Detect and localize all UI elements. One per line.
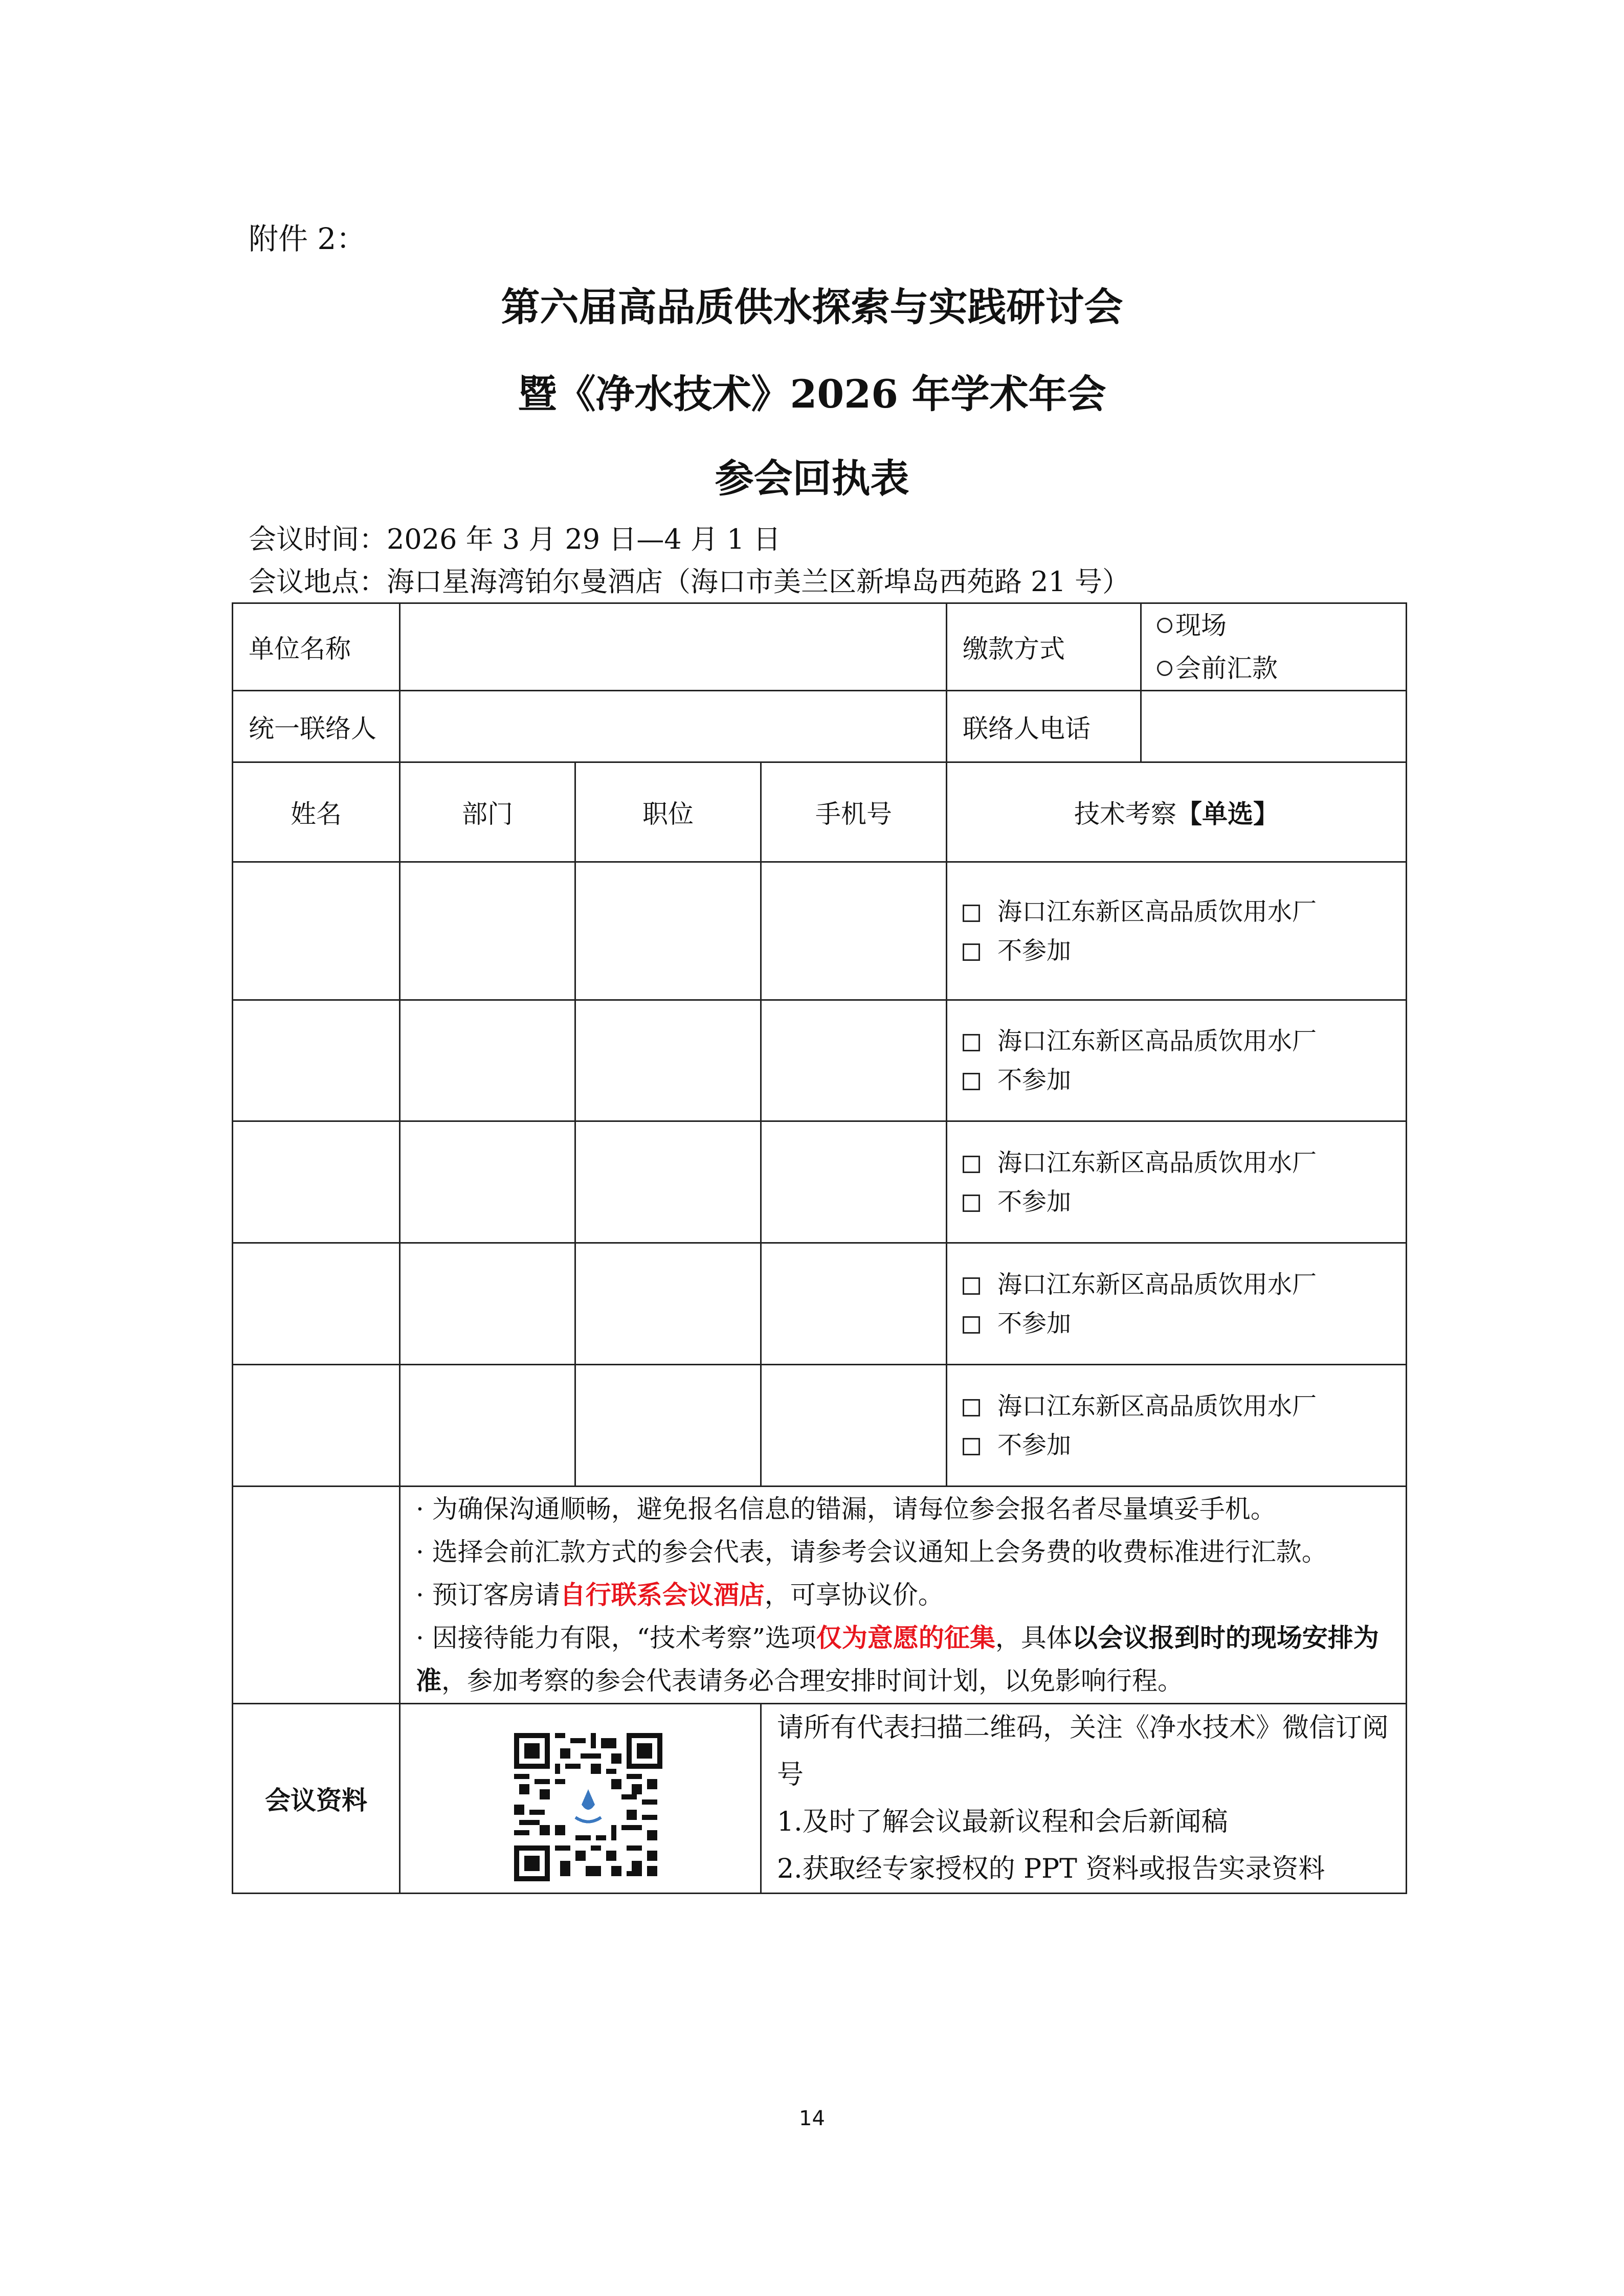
attendee-dept-input[interactable] [400, 1000, 575, 1121]
header-dept: 部门 [400, 762, 575, 862]
contact-row [233, 691, 1407, 762]
note-2: · 选择会前汇款方式的参会代表，请参考会议通知上会务费的收费标准进行汇款。 [416, 1537, 1327, 1567]
org-row [233, 603, 1407, 691]
resources-row [233, 1704, 1407, 1894]
resources-text [761, 1704, 1407, 1894]
payment-option-onsite[interactable]: 现场 [1157, 604, 1390, 647]
checkbox-icon[interactable] [963, 1438, 980, 1455]
attachment-label: 附件 2： [249, 221, 366, 256]
meeting-location: 会议地点：海口星海湾铂尔曼酒店（海口市美兰区新埠岛西苑路 21 号） [249, 566, 1130, 598]
payment-options [1141, 603, 1407, 691]
radio-circle-icon[interactable] [1157, 661, 1172, 676]
table-row [233, 1121, 1407, 1243]
qr-cell [400, 1704, 761, 1894]
tour-choice [947, 862, 1407, 1000]
org-label: 单位名称 [233, 603, 400, 691]
resources-line-2: 1.及时了解会议最新议程和会后新闻稿 [777, 1807, 1228, 1837]
attendee-name-input[interactable] [233, 1000, 400, 1121]
page-number: 14 [799, 2107, 825, 2130]
contact-phone-input[interactable] [1141, 691, 1407, 762]
single-choice-note: 【单选】 [1176, 799, 1279, 829]
table-row [233, 1243, 1407, 1365]
note-4-highlight: 仅为意愿的征集 [816, 1623, 995, 1653]
registration-form [232, 602, 1407, 1894]
payment-label: 缴款方式 [947, 603, 1141, 691]
tour-option-none[interactable]: 不参加 [963, 1061, 1390, 1099]
attendee-mobile-input[interactable] [761, 862, 947, 1000]
notes-row [233, 1487, 1407, 1704]
header-row [233, 762, 1407, 862]
checkbox-icon[interactable] [963, 1034, 980, 1051]
header-name: 姓名 [233, 762, 400, 862]
attendee-dept-input[interactable] [400, 862, 575, 1000]
title-line-1: 第六届高品质供水探索与实践研讨会 [501, 284, 1123, 330]
table-row [233, 1000, 1407, 1121]
attendee-mobile-input[interactable] [761, 1121, 947, 1243]
header-tour: 技术考察【单选】 [947, 762, 1407, 862]
notes-label-cell [233, 1487, 400, 1704]
resources-line-1: 请所有代表扫描二维码，关注《净水技术》微信订阅号 [777, 1713, 1389, 1790]
checkbox-icon[interactable] [963, 905, 980, 922]
checkbox-icon[interactable] [963, 1195, 980, 1212]
checkbox-icon[interactable] [963, 1277, 980, 1295]
tour-option-plant[interactable]: 海口江东新区高品质饮用水厂 [963, 1022, 1390, 1061]
tour-choice [947, 1121, 1407, 1243]
attendee-position-input[interactable] [575, 1243, 761, 1365]
attendee-position-input[interactable] [575, 1365, 761, 1487]
qr-code-icon [514, 1733, 662, 1881]
tour-choice [947, 1000, 1407, 1121]
payment-option-transfer[interactable]: 会前汇款 [1157, 647, 1390, 690]
tour-option-plant[interactable]: 海口江东新区高品质饮用水厂 [963, 1387, 1390, 1426]
contact-input[interactable] [400, 691, 947, 762]
checkbox-icon[interactable] [963, 1073, 980, 1090]
attendee-mobile-input[interactable] [761, 1000, 947, 1121]
attendee-name-input[interactable] [233, 862, 400, 1000]
note-1: · 为确保沟通顺畅，避免报名信息的错漏，请每位参会报名者尽量填妥手机。 [416, 1494, 1276, 1524]
note-3: · 预订客房请自行联系会议酒店，可享协议价。 [416, 1580, 944, 1610]
notes-cell [400, 1487, 1407, 1704]
meeting-time: 会议时间：2026 年 3 月 29 日—4 月 1 日 [249, 523, 781, 555]
tour-option-none[interactable]: 不参加 [963, 1182, 1390, 1221]
attendee-mobile-input[interactable] [761, 1365, 947, 1487]
tour-option-none[interactable]: 不参加 [963, 931, 1390, 970]
attendee-position-input[interactable] [575, 1121, 761, 1243]
tour-choice [947, 1365, 1407, 1487]
note-3-highlight: 自行联系会议酒店 [560, 1580, 765, 1610]
tour-option-plant[interactable]: 海口江东新区高品质饮用水厂 [963, 1143, 1390, 1182]
attendee-dept-input[interactable] [400, 1243, 575, 1365]
checkbox-icon[interactable] [963, 1399, 980, 1416]
org-input[interactable] [400, 603, 947, 691]
attendee-dept-input[interactable] [400, 1121, 575, 1243]
checkbox-icon[interactable] [963, 1316, 980, 1334]
table-row [233, 1365, 1407, 1487]
tour-choice [947, 1243, 1407, 1365]
checkbox-icon[interactable] [963, 943, 980, 961]
tour-option-none[interactable]: 不参加 [963, 1426, 1390, 1465]
tour-option-plant[interactable]: 海口江东新区高品质饮用水厂 [963, 892, 1390, 931]
attendee-position-input[interactable] [575, 1000, 761, 1121]
resources-line-3: 2.获取经专家授权的 PPT 资料或报告实录资料 [777, 1854, 1325, 1884]
note-4: · 因接待能力有限，“技术考察”选项仅为意愿的征集，具体以会议报到时的现场安排为准，参加考察的参会代表请务必合理安排时间计划，以免影响行程。 [416, 1623, 1379, 1696]
checkbox-icon[interactable] [963, 1156, 980, 1173]
contact-label: 统一联络人 [233, 691, 400, 762]
note-4-bold: 以会议报到时的现场安排为准 [416, 1623, 1379, 1696]
contact-phone-label: 联络人电话 [947, 691, 1141, 762]
tour-option-none[interactable]: 不参加 [963, 1304, 1390, 1343]
header-mobile: 手机号 [761, 762, 947, 862]
attendee-dept-input[interactable] [400, 1365, 575, 1487]
form-title: 参会回执表 [715, 456, 909, 501]
table-row [233, 862, 1407, 1000]
tour-option-plant[interactable]: 海口江东新区高品质饮用水厂 [963, 1265, 1390, 1304]
radio-circle-icon[interactable] [1157, 618, 1172, 633]
resources-label: 会议资料 [233, 1704, 400, 1894]
attendee-position-input[interactable] [575, 862, 761, 1000]
attendee-mobile-input[interactable] [761, 1243, 947, 1365]
header-position: 职位 [575, 762, 761, 862]
attendee-name-input[interactable] [233, 1365, 400, 1487]
title-line-2: 暨《净水技术》2026 年学术年会 [518, 371, 1106, 417]
attendee-name-input[interactable] [233, 1243, 400, 1365]
attendee-name-input[interactable] [233, 1121, 400, 1243]
